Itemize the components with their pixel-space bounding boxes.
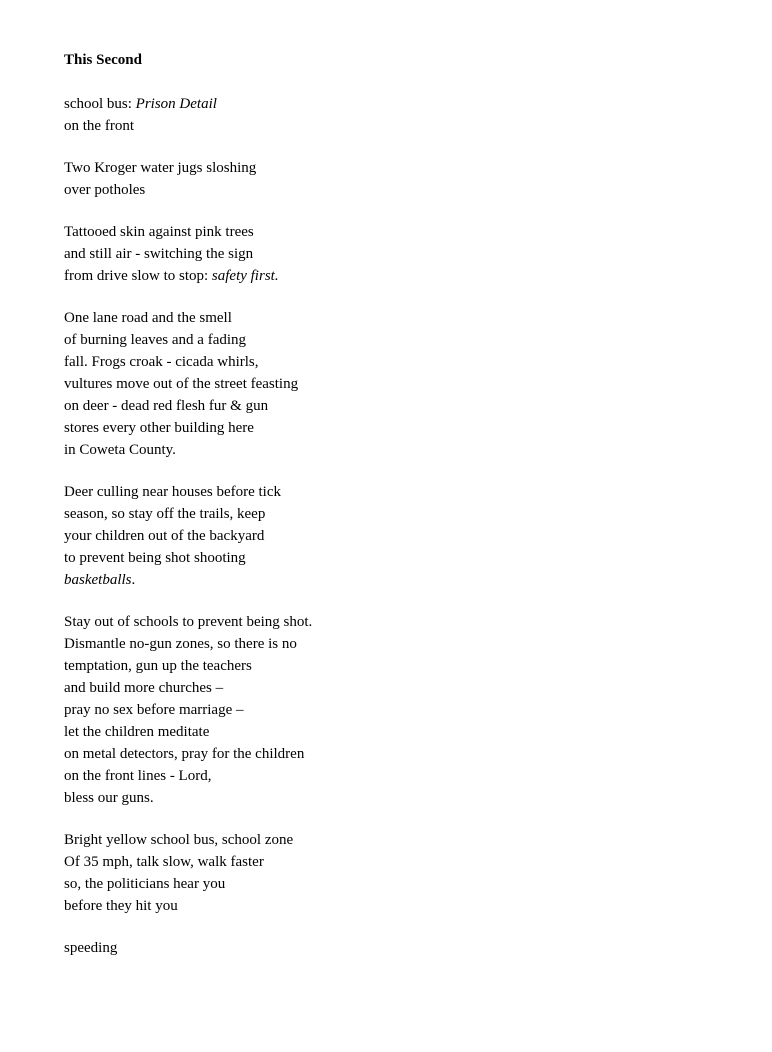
line-text: speeding <box>64 940 118 956</box>
poem-stanza <box>64 829 744 917</box>
poem-stanza <box>64 611 744 809</box>
poem-line <box>64 721 744 743</box>
line-text: on metal detectors, pray for the children <box>64 746 305 762</box>
poem-line <box>64 677 744 699</box>
poem-line <box>64 351 744 373</box>
line-text: Of 35 mph, talk slow, walk faster <box>64 854 264 870</box>
line-text: over potholes <box>64 182 146 198</box>
line-text: vultures move out of the street feasting <box>64 376 299 392</box>
line-text: season, so stay off the trails, keep <box>64 506 266 522</box>
poem-line <box>64 329 744 351</box>
line-italic-text: basketballs <box>64 572 132 588</box>
poem-stanza <box>64 307 744 461</box>
line-text: in Coweta County. <box>64 442 176 458</box>
line-text: Deer culling near houses before tick <box>64 484 281 500</box>
poem-line <box>64 439 744 461</box>
line-text: stores every other building here <box>64 420 254 436</box>
line-text: your children out of the backyard <box>64 528 265 544</box>
poem-line <box>64 93 744 115</box>
poem-line <box>64 307 744 329</box>
poem-line <box>64 417 744 439</box>
line-text: on deer - dead red flesh fur & gun <box>64 398 269 414</box>
line-text: temptation, gun up the teachers <box>64 658 252 674</box>
poem-line <box>64 157 744 179</box>
poem-title: This Second <box>64 52 142 68</box>
line-text: so, the politicians hear you <box>64 876 226 892</box>
line-text: from drive slow to stop: <box>64 268 212 284</box>
poem-line <box>64 895 744 917</box>
line-text: to prevent being shot shooting <box>64 550 246 566</box>
line-text: One lane road and the smell <box>64 310 232 326</box>
poem-stanza <box>64 221 744 287</box>
poem-line <box>64 265 744 287</box>
poem-line <box>64 179 744 201</box>
poem-line <box>64 633 744 655</box>
line-text: on the front lines - Lord, <box>64 768 212 784</box>
line-text: Stay out of schools to prevent being shot. <box>64 614 313 630</box>
poem-page <box>64 49 744 979</box>
line-text: before they hit you <box>64 898 178 914</box>
line-text: and build more churches – <box>64 680 224 696</box>
poem-stanza <box>64 93 744 137</box>
poem-line <box>64 937 744 959</box>
line-text: fall. Frogs croak - cicada whirls, <box>64 354 259 370</box>
poem-line <box>64 765 744 787</box>
line-text: and still air - switching the sign <box>64 246 254 262</box>
poem-line <box>64 373 744 395</box>
poem-line <box>64 525 744 547</box>
line-text: Tattooed skin against pink trees <box>64 224 254 240</box>
line-text: bless our guns. <box>64 790 154 806</box>
poem-line <box>64 829 744 851</box>
poem-line <box>64 243 744 265</box>
poem-line <box>64 873 744 895</box>
poem-stanza <box>64 481 744 591</box>
line-text: Two Kroger water jugs sloshing <box>64 160 257 176</box>
poem-line <box>64 547 744 569</box>
line-text-suffix: . <box>131 572 136 588</box>
line-text: on the front <box>64 118 134 134</box>
poem-line <box>64 743 744 765</box>
poem-line <box>64 699 744 721</box>
poem-line <box>64 395 744 417</box>
poem-line <box>64 655 744 677</box>
line-italic-text: Prison Detail <box>135 96 217 112</box>
poem-stanza <box>64 157 744 201</box>
line-text: of burning leaves and a fading <box>64 332 247 348</box>
line-text: let the children meditate <box>64 724 210 740</box>
poem-line <box>64 503 744 525</box>
poem-line <box>64 221 744 243</box>
line-text: Dismantle no-gun zones, so there is no <box>64 636 297 652</box>
line-text: Bright yellow school bus, school zone <box>64 832 294 848</box>
poem-line <box>64 851 744 873</box>
poem-body <box>64 93 744 959</box>
line-italic-text: safety first. <box>211 268 279 284</box>
poem-line <box>64 115 744 137</box>
line-text: pray no sex before marriage – <box>64 702 244 718</box>
poem-line <box>64 611 744 633</box>
line-text: school bus: <box>64 96 136 112</box>
poem-line <box>64 569 744 591</box>
poem-line <box>64 481 744 503</box>
poem-stanza <box>64 937 744 959</box>
poem-line <box>64 787 744 809</box>
